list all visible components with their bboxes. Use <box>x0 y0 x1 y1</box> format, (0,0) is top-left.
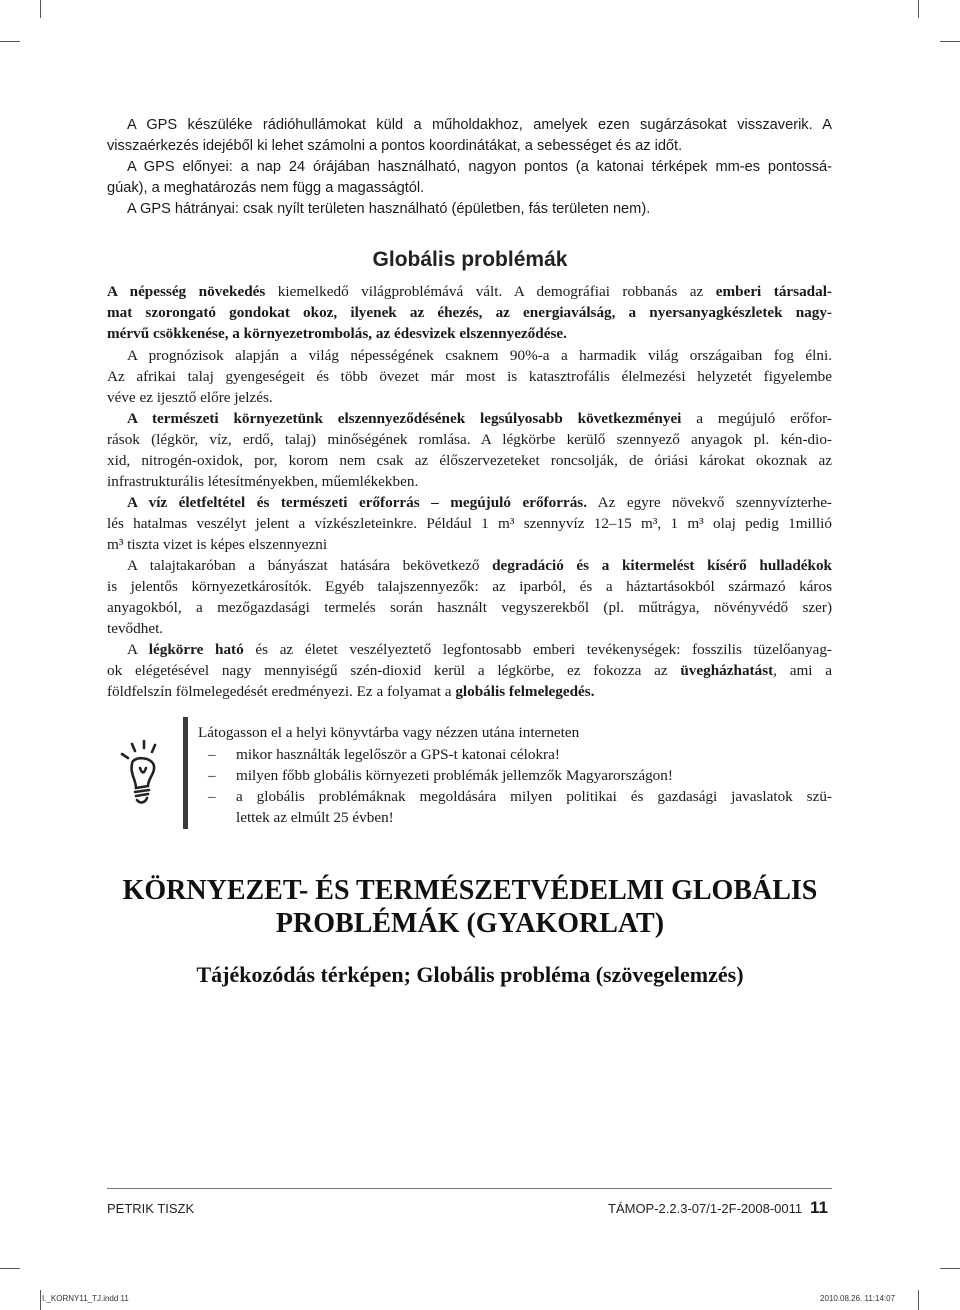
footer-rule <box>107 1188 832 1189</box>
section-title: Globális problémák <box>372 248 568 271</box>
tip-intro: Látogasson el a helyi könyvtárba vagy nézzen utána interneten <box>198 724 580 741</box>
text-line: A GPS hátrányai: csak nyílt területen használható (épületben, fás területen nem). <box>127 201 651 217</box>
chapter-title-line: PROBLÉMÁK (GYAKORLAT) <box>275 908 665 939</box>
slug-file: I._KORNY11_TJ.indd 11 <box>42 1294 129 1303</box>
crop-mark <box>40 0 41 18</box>
text-line: visszaérkezés idejéből ki lehet számolni a pontos koordinátákat, a sebességet és az időt. <box>107 138 683 154</box>
crop-mark <box>0 41 20 42</box>
text-line: is jelentős környezetkárosítók. Egyéb talajszennyezők: az iparból, és a háztartásokból származó káros <box>107 578 832 595</box>
text-line: A víz életfeltétel és természeti erőforrás – megújuló erőforrás. Az egyre növekvő szennyvízterhe- <box>127 494 832 511</box>
tip-item-cont: lettek az elmúlt 25 évben! <box>236 809 394 826</box>
crop-mark <box>918 1290 919 1310</box>
text-line: A GPS készüléke rádióhullámokat küld a műholdakhoz, amelyek ezen sugárzásokat visszaverik. A <box>127 117 832 133</box>
crop-mark <box>0 1268 20 1269</box>
text-line: infrastrukturális létesítményekben, műemlékekben. <box>107 473 419 490</box>
text-line: mérvű csökkenése, a környezetrombolás, az édesvizek elszennyeződése. <box>107 325 567 342</box>
dash-marker: – <box>208 746 216 763</box>
text-line: xid, nitrogén-oxidok, por, korom nem csak az élőszervezeteket roncsolják, de óriási károkat okoznak az <box>107 452 832 469</box>
dash-marker: – <box>208 788 216 805</box>
text-line: véve ez ijesztő előre jelzés. <box>107 389 273 406</box>
text-line: földfelszín fölmelegedését eredményezi. Ez a folyamat a globális felmelegedés. <box>107 683 595 700</box>
tip-item: milyen főbb globális környezeti problémák jellemzők Magyarországon! <box>236 767 673 784</box>
chapter-subtitle: Tájékozódás térképen; Globális probléma (szövegelemzés) <box>196 962 744 987</box>
crop-mark <box>40 1290 41 1310</box>
crop-mark <box>940 41 960 42</box>
footer-left: PETRIK TISZK <box>107 1201 195 1216</box>
chapter-title <box>0 874 940 940</box>
page-number: 11 <box>810 1198 828 1217</box>
tip-item: mikor használták legelőször a GPS-t katonai célokra! <box>236 746 560 763</box>
text-line: lés hatalmas veszélyt jelent a vízkészleteinkre. Például 1 m³ szennyvíz 12–15 m³, 1 m³ olaj pedig 1millió <box>107 515 832 532</box>
text-line: gúak), a meghatározás nem függ a magasságtól. <box>107 180 425 196</box>
crop-mark <box>940 1268 960 1269</box>
tip-bar <box>183 717 188 829</box>
footer-right: TÁMOP-2.2.3-07/1-2F-2008-0011 <box>608 1201 803 1216</box>
text-line: A GPS előnyei: a nap 24 órájában használható, nagyon pontos (a katonai térképek mm-es pontossá- <box>127 159 832 175</box>
text-line: rások (légkör, víz, erdő, talaj) minőségének romlása. A légkörbe kerülő szennyező anyagok pl. kén-dio- <box>107 431 832 448</box>
lightbulb-icon <box>118 738 166 810</box>
dash-marker: – <box>208 767 216 784</box>
text-line: tevődhet. <box>107 620 164 637</box>
text-line: A természeti környezetünk elszennyeződésének legsúlyosabb következményei a megújuló erőfor- <box>127 410 832 427</box>
tip-item: a globális problémáknak megoldására milyen politikai és gazdasági javaslatok szü- <box>236 788 832 805</box>
crop-mark <box>918 0 919 18</box>
chapter-title-line: KÖRNYEZET- ÉS TERMÉSZETVÉDELMI GLOBÁLIS <box>122 875 818 906</box>
text-line: A talajtakaróban a bányászat hatására bekövetkező degradáció és a kitermelést kísérő hulladékok <box>127 557 832 574</box>
text-line: ok elégetésével nagy mennyiségű szén-dioxid kerül a légkörbe, ez fokozza az üvegházhatást, ami a <box>107 662 832 679</box>
text-line: A légkörre ható és az életet veszélyeztető legfontosabb emberi tevékenységek: fosszilis tüzelőanyag- <box>127 641 832 658</box>
text-line: A prognózisok alapján a világ népességének csaknem 90%-a a harmadik világ országaiban fog élni. <box>127 347 832 364</box>
text-line: A népesség növekedés kiemelkedő világproblémává vált. A demográfiai robbanás az emberi társadal- <box>107 283 832 300</box>
text-line: m³ tiszta vizet is képes elszennyezni <box>107 536 328 553</box>
text-line: Az afrikai talaj gyengeségeit és több övezet már most is katasztrofális élelmezési helyzetét figyelembe <box>107 368 832 385</box>
text-line: mat szorongató gondokat okoz, ilyenek az éhezés, az energiaválság, a nyersanyagkészletek nagy- <box>107 304 832 321</box>
text-line: anyagokból, a mezőgazdasági termelés során használt vegyszerekből (pl. műtrágya, növényvédő szer) <box>107 599 832 616</box>
slug-date: 2010.08.26. 11:14:07 <box>820 1294 896 1303</box>
